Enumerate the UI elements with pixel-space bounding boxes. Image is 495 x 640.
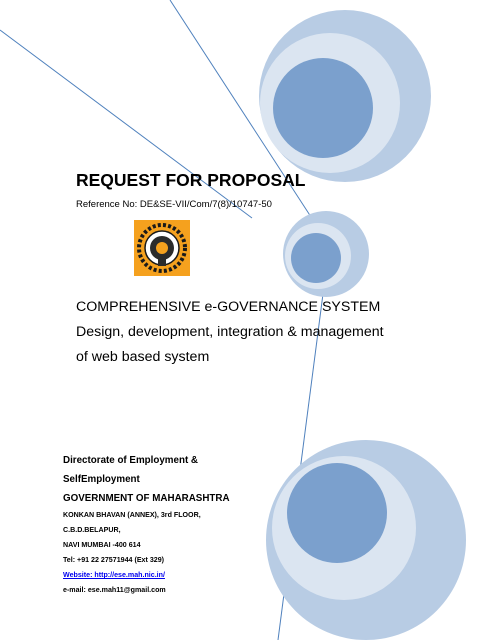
top-circle-inner — [273, 58, 373, 158]
mid-circle-inner — [291, 233, 341, 283]
email-address: e-mail: ese.mah11@gmail.com — [63, 586, 166, 594]
project-description — [76, 295, 384, 370]
telephone: Tel: +91 22 27571944 (Ext 329) — [63, 556, 165, 564]
department-emblem-logo — [134, 220, 190, 276]
address-line-3: NAVI MUMBAI -400 614 — [63, 541, 141, 549]
project-line-1: COMPREHENSIVE e-GOVERNANCE SYSTEM — [76, 299, 381, 315]
project-line-2: Design, development, integration & management — [76, 324, 384, 340]
org-name-line-1: Directorate of Employment & — [63, 455, 199, 466]
website-link[interactable]: Website: http://ese.mah.nic.in/ — [63, 571, 165, 579]
address-line-2: C.B.D.BELAPUR, — [63, 526, 121, 534]
reference-number: Reference No: DE&SE-VII/Com/7(8)/10747-50 — [76, 199, 272, 210]
project-line-3: of web based system — [76, 349, 210, 365]
document-title: REQUEST FOR PROPOSAL — [76, 170, 306, 190]
government-name: GOVERNMENT OF MAHARASHTRA — [63, 493, 230, 504]
bottom-circle-inner — [287, 463, 387, 563]
address-line-1: KONKAN BHAVAN (ANNEX), 3rd FLOOR, — [63, 511, 201, 519]
contact-block — [63, 451, 230, 598]
org-name-line-2: SelfEmployment — [63, 474, 140, 485]
